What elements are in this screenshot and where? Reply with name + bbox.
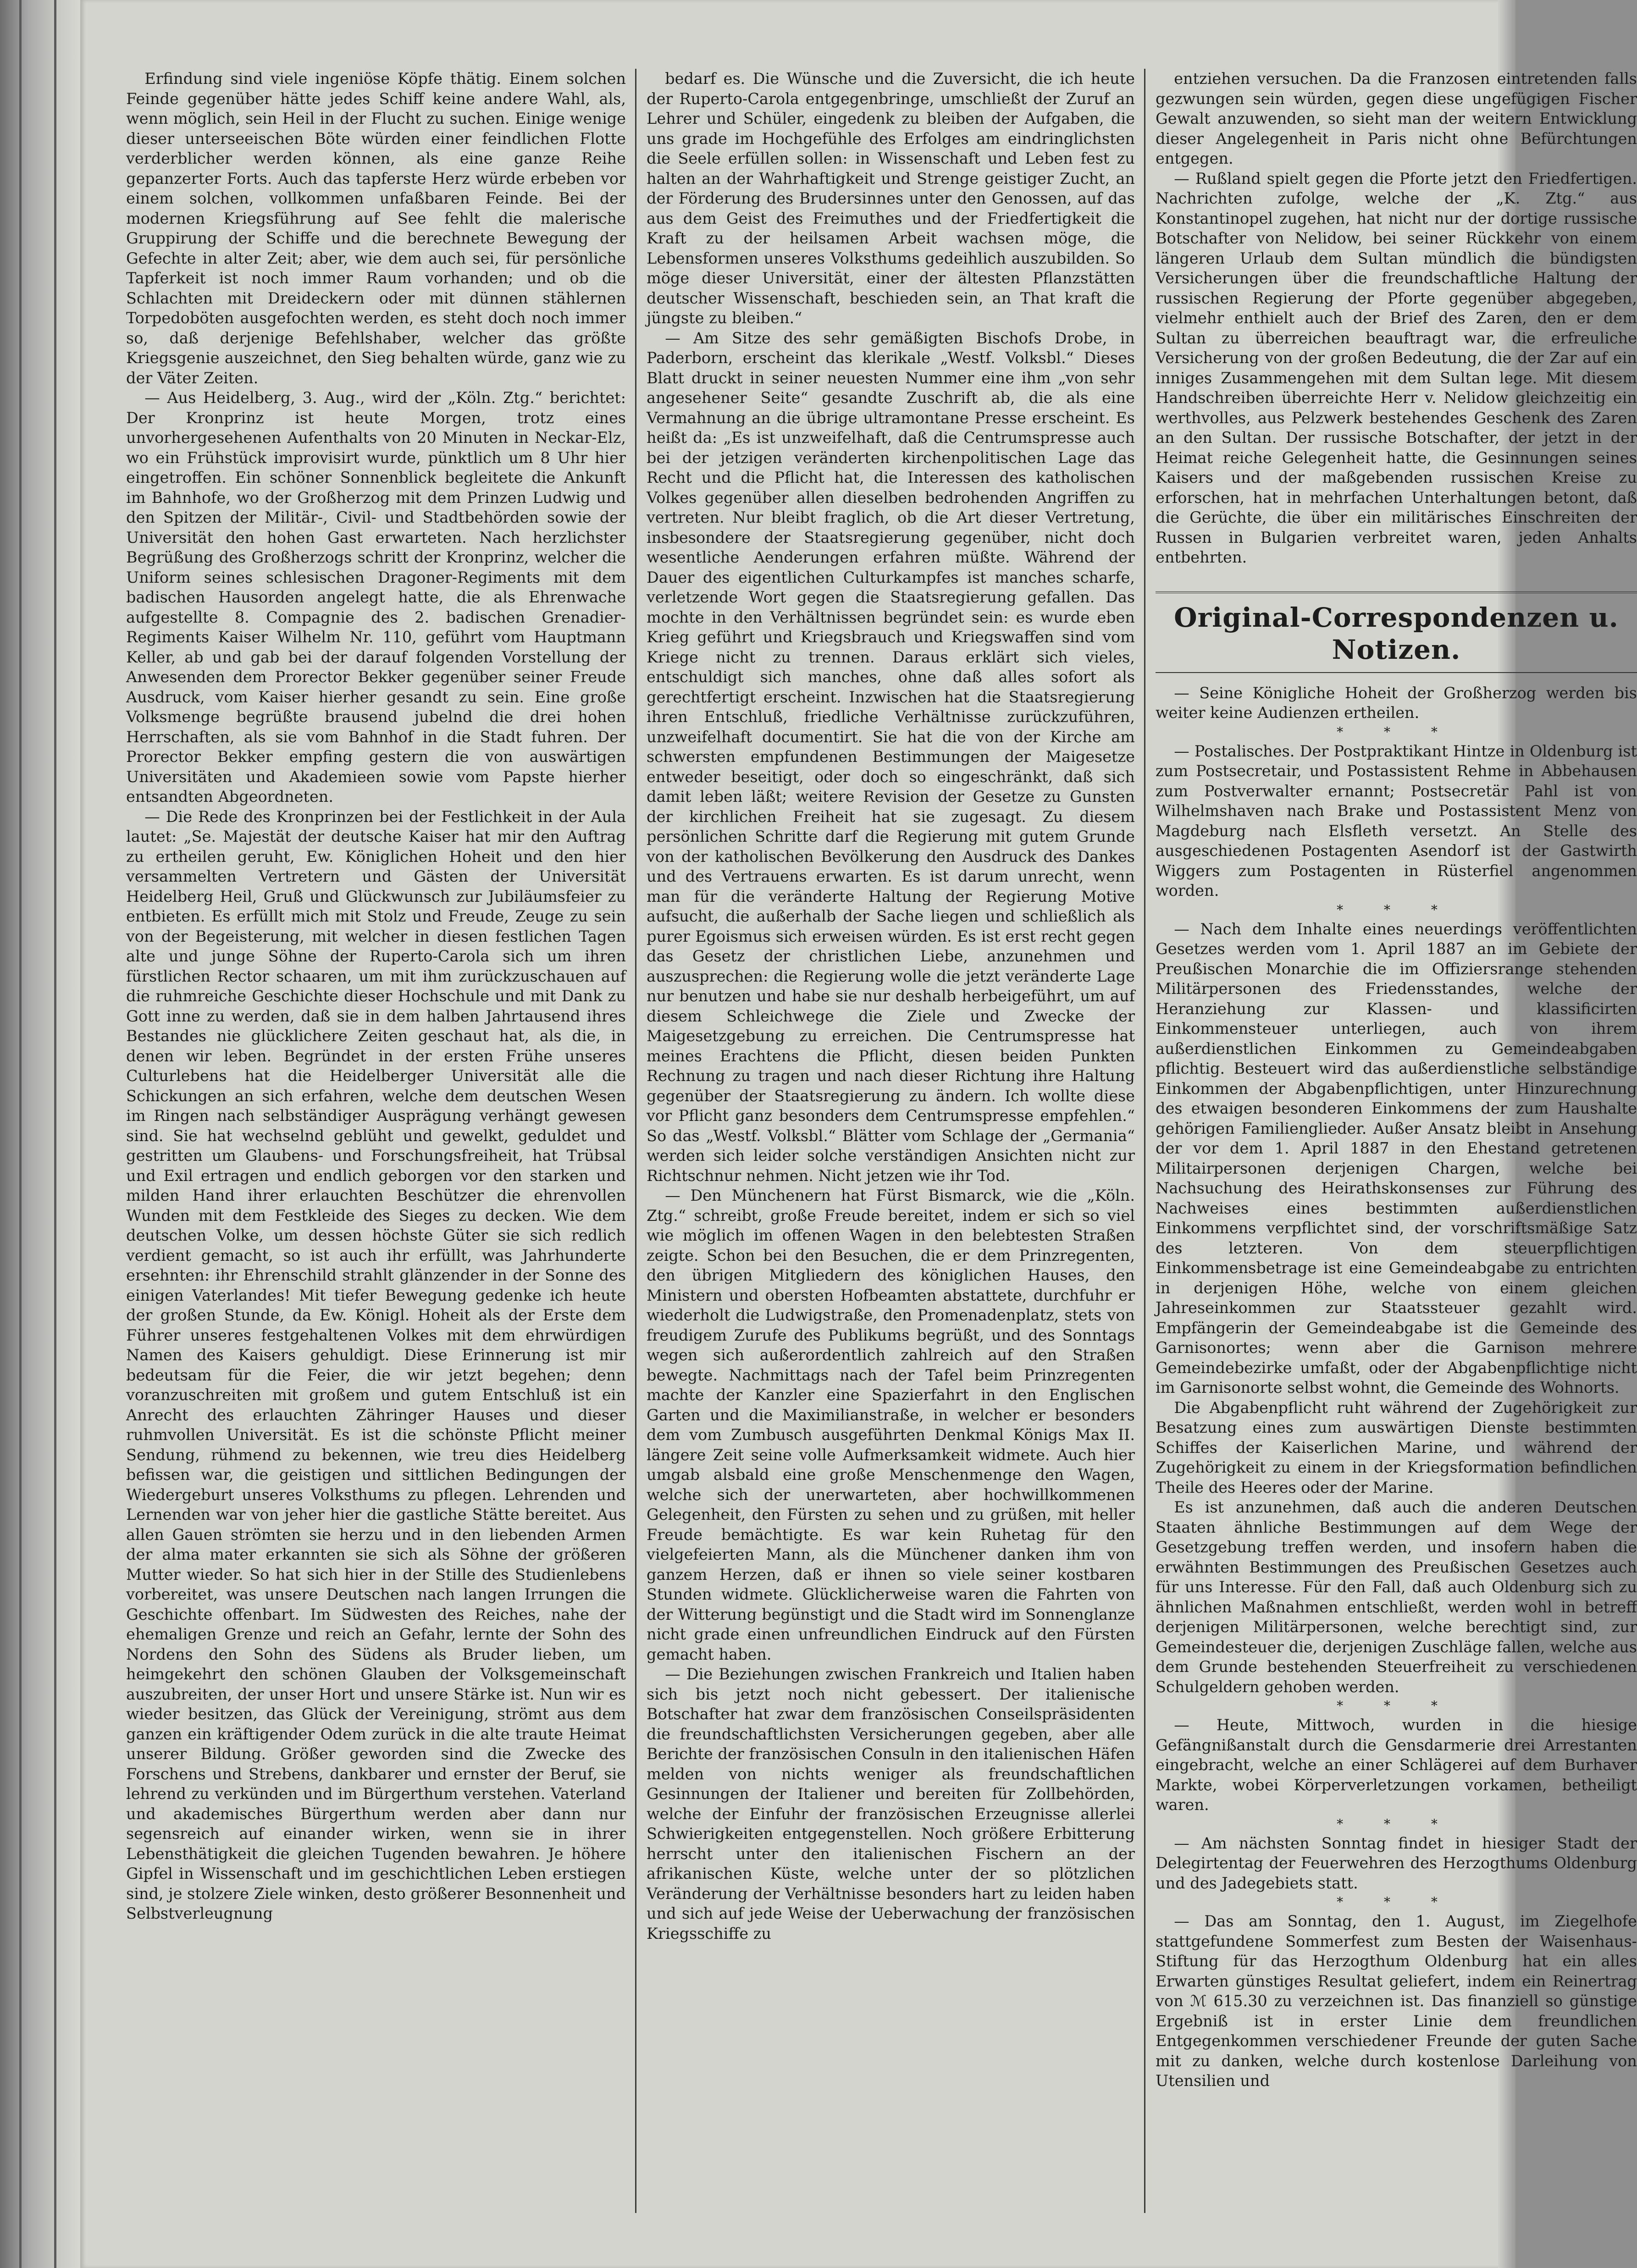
article-france-italy-continued: entziehen versuchen. Da die Franzosen eintretenden falls gezwungen sein würden, gegen diese ungefügigen Fischer Gewalt anzuwenden, so sieht man der weitern Entwicklung dieser Angelegenheit in Paris nicht ohne Befürchtungen entgegen. <box>1156 70 1637 167</box>
article-france-italy: — Die Beziehungen zwischen Frankreich und Italien haben sich bis jetzt noch nicht gebessert. Der italienische Botschafter hat zwar dem französischen Conseilspräsidenten die freundschaftlichsten Versicherungen gegeben, aber alle Berichte der französischen Consuln in den italienischen Häfen melden von nichts weniger als freundschaftlichen Gesinnungen der Italiener und bereiten für Zollbehörden, welche der Einfuhr der französischen Erzeugnisse allerlei Schwierigkeiten entgegenstellen. Noch größere Erbitterung herrscht unter den italienischen Fischern an der afrikanischen Küste, welche unter der so plötzlichen Veränderung der Verhältnisse besonders hart zu leiden haben und sich auf jede Weise der Ueberwachung der französischen Kriegsschiffe zu <box>647 1665 1135 1942</box>
column-divider <box>1144 69 1145 2213</box>
notice-orphanage-fest: — Das am Sonntag, den 1. August, im Ziegelhofe stattgefundene Sommerfest zum Besten der Waisenhaus-Stiftung für das Herzogthum Oldenburg hat ein alles Erwarten günstiges Resultat geliefert, indem ein Reinertrag von ℳ 615.30 zu verzeichnen ist. Das finanziell so günstige Ergebniß ist in erster Linie dem freundlichen Entgegenkommen verschiedener Freunde der guten Sache mit zu danken, welche durch kostenlose Darleihung von Utensilien und <box>1156 1912 1637 2090</box>
article-russia: — Rußland spielt gegen die Pforte jetzt den Friedfertigen. Nachrichten zufolge, welche der „K. Ztg.“ aus Konstantinopel zugehen, hat nicht nur der dortige russische Botschafter von Nelidow, bei seiner Rückkehr von einem längeren Urlaub dem Sultan mündlich die bündigsten Versicherungen über die freundschaftliche Haltung der russischen Regierung der Pforte gegenüber abgegeben, vielmehr enthielt auch der Brief des Zaren, den er dem Sultan zu überreichen beauftragt war, die erfreuliche Versicherung von der großen Bedeutung, die der Zar auf ein inniges Zusammengehen mit dem Sultan lege. Mit diesem Handschreiben überreichte Herr v. Nelidow gleichzeitig ein werthvolles, aus Pelzwerk bestehendes Geschenk des Zaren an den Sultan. Der russische Botschafter, der jetzt in der Heimat reiche Gelegenheit hatte, die Gesinnungen seines Kaisers und der maßgebenden russischen Kreise zu erforschen, hat in mehrfachen Unterhaltungen betont, daß die Gerüchte, die über ein militärisches Einschreiten der Russen in Bulgarien verbreitet waren, jeden Anhalts entbehrten. <box>1156 169 1637 566</box>
article-munich-bismarck: — Den Münchenern hat Fürst Bismarck, wie die „Köln. Ztg.“ schreibt, große Freude bereitet, indem er sich so viel wie möglich im offenen Wagen in den belebtesten Straßen zeigte. Schon bei den Besuchen, die er dem Prinzregenten, den übrigen Mitgliedern des königlichen Hauses, den Ministern und obersten Hofbeamten abstattete, durchfuhr er wiederholt die Ludwigstraße, den Promenadenplatz, stets von freudigem Zurufe des Publikums begrüßt, und des Sonntags wegen sich außerordentlich zahlreich auf den Straßen bewegte. Nachmittags nach der Tafel beim Prinzregenten machte der Kanzler eine Spazierfahrt in den Englischen Garten und die Maximilianstraße, in welcher er besonders dem vom Zumbusch ausgeführten Denkmal Königs Max II. längere Zeit seine volle Aufmerksamkeit widmete. Auch hier umgab alsbald eine große Menschenmenge den Wagen, welche sich der unerwarteten, aber hochwillkommenen Gelegenheit, den Fürsten zu sehen und zu grüßen, mit heller Freude bemächtigte. Es war kein Ruhetag für den vielgefeierten Mann, als die Münchener danken ihm von ganzem Herzen, daß er ihnen so viele seiner kostbaren Stunden widmete. Glücklicherweise waren die Fahrten von der Witterung begünstigt und die Stadt wird im Sonnenglanze nicht grade einen unfreundlichen Eindruck auf den Fürsten gemacht haben. <box>647 1186 1135 1663</box>
article-paderborn: — Am Sitze des sehr gemäßigten Bischofs Drobe, in Paderborn, erscheint das klerikale „Westf. Volksbl.“ Dieses Blatt druckt in seiner neuesten Nummer eine ihm „von sehr angesehener Seite“ gesandte Zuschrift ab, die als eine Vermahnung an die übrige ultramontane Presse erscheint. Es heißt da: „Es ist unzweifelhaft, daß die Centrumspresse auch bei der jetzigen veränderten kirchenpolitischen Lage das Recht und die Pflicht hat, die Interessen des katholischen Volkes gegenüber allen dieselben bedrohenden Angriffen zu vertreten. Nur bleibt fraglich, ob die Art dieser Vertretung, insbesondere der Staatsregierung gegenüber, nicht doch wesentliche Aenderungen erfahren müßte. Während der Dauer des eigentlichen Culturkampfes ist manches scharfe, verletzende Wort gegen die Staatsregierung gefallen. Das mochte in den Verhältnissen begründet sein: es wurde eben Krieg geführt und Kriegsbrauch und Kriegswaffen sind vom Kriege nicht zu trennen. Daraus erklärt sich vieles, entschuldigt sich manches, ohne daß alles sofort als gerechtfertigt erscheint. Inzwischen hat die Staatsregierung ihren Entschluß, friedliche Verhältnisse zurückzuführen, unzweifelhaft documentirt. Sie hat die von der Kirche am schwersten empfundenen Bestimmungen der Maigesetze entweder beseitigt, oder doch so eingeschränkt, daß sich damit leben läßt; weitere Revision der Gesetze zu Gunsten der kirchlichen Freiheit hat sie zugesagt. Zu diesem persönlichen Schritte darf die Regierung mit gutem Grunde von der katholischen Bevölkerung den Ausdruck des Dankes und des Vertrauens erwarten. Es ist darum unrecht, wenn man für die veränderte Haltung der Regierung Motive aufsucht, die außerhalb der Sache liegen und schließlich als purer Egoismus sich erweisen würden. Es ist erst recht gegen das Gesetz der christlichen Liebe, anzunehmen und auszusprechen: die Regierung wolle die jetzt veränderte Lage nur benutzen und habe sie nur deshalb herbeigeführt, um auf diesem Schleichwege die Ziele und Zwecke der Maigesetzgebung zu erreichen. Die Centrumspresse hat meines Erachtens die Pflicht, diesen beiden Punkten Rechnung zu tragen und nach dieser Richtung ihre Haltung gegenüber der Staatsregierung zu ändern. Ich wollte diese vor Pflicht ganz besonders dem Centrumspresse empfehlen.“ So das „Westf. Volksbl.“ Blätter vom Schlage der „Germania“ werden sich leider solche verständigen Ansichten nicht zur Richtschnur nehmen. Nicht jetzen wie ihr Tod. <box>647 329 1135 1185</box>
column-divider <box>635 69 636 2213</box>
notice-military-tax: — Nach dem Inhalte eines neuerdings veröffentlichten Gesetzes werden vom 1. April 1887 an im Gebiete der Preußischen Monarchie die im Offiziersrange stehenden Militärpersonen des Friedensstandes, welche der Heranziehung zur Klassen- und klassificirten Einkommensteuer unterliegen, auch von ihrem außerdienstlichen Einkommen zu Gemeindeabgaben pflichtig. Besteuert wird das außerdienstliche selbständige Einkommen der Abgabenpflichtigen, unter Hinzurechnung des etwaigen besonderen Einkommens der zum Haushalte gehörigen Familienglieder. Außer Ansatz bleibt in Ansehung der vor dem 1. April 1887 in den Ehestand getretenen Militairpersonen derjenigen Chargen, welche bei Nachsuchung des Heirathskonsenses zur Führung des Nachweises eines bestimmten außerdienstlichen Einkommens verpflichtet sind, der vorschriftsmäßige Satz des letzteren. Von dem steuerpflichtigen Einkommensbetrage ist eine Gemeindeabgabe zu entrichten in derjenigen Höhe, welche von einem gleichen Jahreseinkommen zur Staatssteuer gezahlt wird. Empfängerin der Gemeindeabgabe ist die Gemeinde des Garnisonortes; wenn aber die Garnison mehrere Gemeindebezirke umfaßt, oder der Abgabenpflichtige nicht im Garnisonorte selbst wohnt, die Gemeinde des Wohnorts. <box>1156 920 1637 1396</box>
separator-stars: * * * <box>1337 724 1456 739</box>
article-heidelberg: — Aus Heidelberg, 3. Aug., wird der „Köln. Ztg.“ berichtet: Der Kronprinz ist heute Morgen, trotz eines unvorhergesehenen Aufenthalts von 20 Minuten in Neckar-Elz, wo ein Frühstück improvisirt wurde, pünktlich um 8 Uhr hier eingetroffen. Ein schöner Sonnenblick begleitete die Ankunft im Bahnhofe, wo der Großherzog mit dem Prinzen Ludwig und den Spitzen der Militär-, Civil- und Stadtbehörden sowie der Universität den hohen Gast erwarteten. Nach herzlichster Begrüßung des Großherzogs schritt der Kronprinz, welcher die Uniform seines schlesischen Dragoner-Regiments mit dem badischen Hausorden angelegt hatte, die als Ehrenwache aufgestellte 8. Compagnie des 2. badischen Grenadier-Regiments Kaiser Wilhelm Nr. 110, geführt vom Hauptmann Keller, ab und gab bei der darauf folgenden Vorstellung der Anwesenden dem Prorector Bekker gegenüber seiner Freude Ausdruck, vom Kaiser hierher gesandt zu sein. Eine große Volksmenge begrüßte brausend jubelnd die drei hohen Herrschaften, als sie vom Bahnhof in die Stadt fuhren. Der Prorector Bekker empfing gestern die von auswärtigen Universitäten und Akademieen sowie vom Papste hierher entsandten Abgeordneten. <box>126 389 626 806</box>
column-3 <box>1156 69 1637 2218</box>
article-crown-prince-speech: — Die Rede des Kronprinzen bei der Festlichkeit in der Aula lautet: „Se. Majestät der deutsche Kaiser hat mir den Auftrag zu ertheilen geruht, Ew. Königlichen Hoheit und den hier versammelten Vertretern und Gästen der Universität Heidelberg Heil, Gruß und Glückwunsch zur Jubiläumsfeier zu entbieten. Es erfüllt mich mit Stolz und Freude, Zeuge zu sein von der Begeisterung, mit welcher in diesen festlichen Tagen alte und junge Söhne der Ruperto-Carola sich um ihren fürstlichen Rector schaaren, um mit ihm zurückzuschauen auf die ruhmreiche Geschichte dieser Hochschule und mit Dank zu Gott inne zu werden, daß sie in dem halben Jahrtausend ihres Bestandes nie glücklichere Zeiten geschaut hat, als die, in denen wir leben. Begründet in der ersten Frühe unseres Culturlebens hat die Heidelberger Universität alle die Schickungen an sich erfahren, welche dem deutschen Wesen im Ringen nach selbständiger Ausprägung verhängt gewesen sind. Sie hat wechselnd geblüht und gewelkt, geduldet und gestritten um Glaubens- und Forschungsfreiheit, hat Trübsal und Exil ertragen und endlich geborgen vor den starken und milden Hand ihrer erlauchten Beschützer die ehrenvollen Wunden mit dem Festkleide des Sieges zu decken. Wie dem deutschen Volke, um dessen höchste Güter sie sich redlich verdient gemacht, so ist auch ihr erfüllt, was Jahrhunderte ersehnten: ihr Ehrenschild strahlt glänzender in der Sonne des einigen Vaterlandes! Mit tiefer Bewegung gedenke ich heute der großen Stunde, da Ew. Königl. Hoheit als der Erste dem Führer unseres festgehaltenen Volkes mit dem ehrwürdigen Namen des Kaisers gehuldigt. Diese Erinnerung ist mir bedeutsam für die Feier, die wir jetzt begehen; denn voranzuschreiten mit großem und gutem Entschluß ist ein Anrecht des erlauchten Zähringer Hauses und dieser ruhmvollen Universität. Es ist die schönste Pflicht meiner Sendung, rühmend zu bekennen, wie treu dies Heidelberg befissen war, die geistigen und sittlichen Bedingungen der Wiedergeburt unseres Volksthums zu pflegen. Lehrenden und Lernenden war von jeher hier die gastliche Stätte bereitet. Aus allen Gauen strömten sie herzu und in den liebenden Armen der alma mater erkannten sie sich als Söhne der größeren Mutter wieder. So hat sich hier in der Stille des Studienlebens vorbereitet, was unsere Deutschen nach langen Irrungen die Geschichte offenbart. Im Südwesten des Reiches, nahe der ehemaligen Grenze und reich an Gefahr, lernte der Sohn des Nordens den Sohn des Südens als Bruder lieben, um heimgekehrt den schönen Glauben der Volksgemeinschaft auszubreiten, der unser Hort und unsere Stärke ist. Nun wir es wieder besitzen, das Glück der Vereinigung, strömt aus dem ganzen ein kräftigender Odem zurück in die alte traute Heimat unserer Bildung. Größer geworden sind die Zwecke des Forschens und Strebens, dankbarer und ernster der Beruf, sie lehrend zu verkünden und im Bürgerthum verstehen. Vaterland und akademisches Bürgerthum werden aber dann nur segensreich auf einander wirken, wenn sie in ihrer Lebensthätigkeit die gleichen Tugenden bewahren. Je höhere Gipfel in Wissenschaft und im geschichtlichen Leben erstiegen sind, je stolzere Ziele winken, desto größerer Besonnenheit und Selbstverleugnung <box>126 807 626 1922</box>
article-speech-continued: bedarf es. Die Wünsche und die Zuversicht, die ich heute der Ruperto-Carola entgegenbringe, umschließt der Zuruf an Lehrer und Schüler, eingedenk zu bleiben der Aufgaben, die uns grade im Hochgefühle des Erfolges am eindringlichsten die Seele erfüllen sollen: in Wissenschaft und Leben fest zu halten an der Wahrhaftigkeit und Strenge geistiger Zucht, an der Förderung des Brudersinnes unter den Genossen, auf das aus dem Geist des Freimuthes und der Friedfertigkeit die Kraft zu der heilsamen Arbeit wachsen möge, die Lebensformen unseres Volksthums gedeihlich auszubilden. So möge dieser Universität, einer der ältesten Pflanzstätten deutscher Wissenschaft, beschieden sein, an That kraft die jüngste zu bleiben.“ <box>647 70 1135 327</box>
notice-grossherzog: — Seine Königliche Hoheit der Großherzog werden bis weiter keine Audienzen ertheilen. <box>1156 684 1637 722</box>
notice-military-tax-2: Die Abgabenpflicht ruht während der Zugehörigkeit zur Besatzung eines zum auswärtigen Dienste bestimmten Schiffes der Kaiserlichen Marine, und während der Zugehörigkeit zu einem in der Kriegsformation befindlichen Theile des Heeres oder der Marine. <box>1156 1398 1637 1496</box>
separator-stars: * * * <box>1337 1816 1456 1832</box>
notice-arrests: — Heute, Mittwoch, wurden in die hiesige Gefängnißanstalt durch die Gensdarmerie drei Arrestanten eingebracht, welche an einer Schlägerei auf dem Burhaver Markte, wobei Körperverletzungen vorkamen, betheiligt waren. <box>1156 1716 1637 1814</box>
notice-military-tax-3: Es ist anzunehmen, daß auch die anderen Deutschen Staaten ähnliche Bestimmungen auf dem Wege der Gesetzgebung treffen werden, und insofern haben die erwähnten Bestimmungen des Preußischen Gesetzes auch für uns Interesse. Für den Fall, daß auch Oldenburg sich zu ähnlichen Maßnahmen entschließt, werden wohl in betreff derjenigen Militärpersonen, welche berechtigt sind, zur Gemeindesteuer die, derjenigen Zuschläge fallen, welche aus dem Grunde bestehenden Steuerfreiheit zu verschiedenen Schulgeldern gehoben werden. <box>1156 1498 1637 1696</box>
scan-binding-edge <box>0 0 80 2268</box>
newspaper-page <box>80 0 1637 2268</box>
column-2 <box>647 69 1135 2218</box>
section-heading: Original-Correspondenzen u. Notizen. <box>1156 591 1637 673</box>
column-1 <box>126 69 626 2218</box>
notice-postal: — Postalisches. Der Postpraktikant Hintze in Oldenburg ist zum Postsecretair, und Postassistent Rehme in Abbehausen zum Postverwalter ernannt; Postsecretär Pahl ist von Wilhelmshaven nach Brake und Postassistent Menz von Magdeburg nach Elsfleth versetzt. An Stelle des ausgeschiedenen Postagenten Asendorf ist der Gastwirth Wiggers zum Postagenten in Rüsterfiel angenommen worden. <box>1156 742 1637 899</box>
article-submarines: Erfindung sind viele ingeniöse Köpfe thätig. Einem solchen Feinde gegenüber hätte jedes Schiff keine andere Wahl, als, wenn möglich, sein Heil in der Flucht zu suchen. Einige wenige dieser unterseeischen Böte würden einer feindlichen Flotte verderblicher werden können, als eine ganze Reihe gepanzerter Forts. Auch das tapferste Herz würde erbeben vor einem solchen, vollkommen unfaßbaren Feinde. Bei der modernen Kriegsführung auf See fehlt die malerische Gruppirung der Schiffe und die berechnete Bewegung der Gefechte in alter Zeit; aber, wie dem auch sei, für persönliche Tapferkeit ist noch immer Raum vorhanden; und ob die Schlachten mit Dreideckern oder mit dünnen stählernen Torpedoböten ausgefochten werden, es steht doch noch immer so, daß derjenige Befehlshaber, welcher das größte Kriegsgenie auszeichnet, den Sieg behalten würde, ganz wie zu der Väter Zeiten. <box>126 70 626 387</box>
binding-line <box>54 0 56 2268</box>
separator-stars: * * * <box>1337 902 1456 917</box>
separator-stars: * * * <box>1337 1698 1456 1713</box>
notice-fire-brigades: — Am nächsten Sonntag findet in hiesiger Stadt der Delegirtentag der Feuerwehren des Herzogthums Oldenburg und des Jadegebiets statt. <box>1156 1834 1637 1892</box>
binding-line <box>19 0 22 2268</box>
separator-stars: * * * <box>1337 1894 1456 1909</box>
